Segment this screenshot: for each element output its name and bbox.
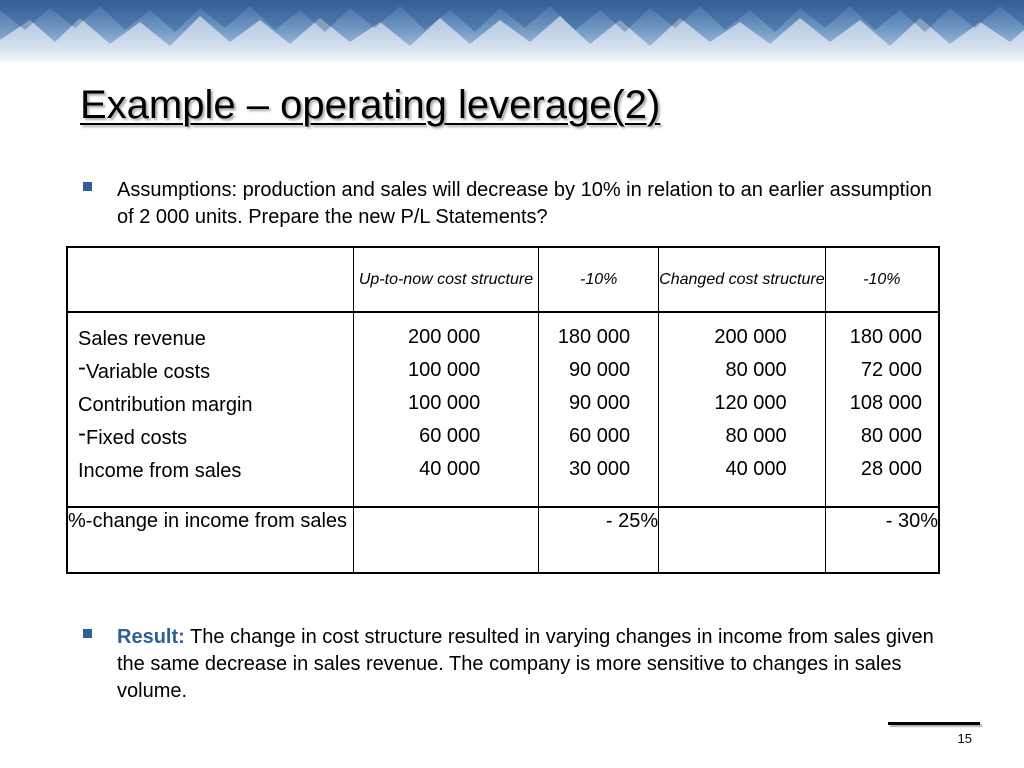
minus-sign: - [78,354,86,381]
decorative-banner [0,0,1024,62]
table-body-row [67,312,939,507]
row-label [68,420,353,453]
value-cell: 30 000 [568,458,631,480]
value-cell: 60 000 [419,425,481,447]
value-cell: 80 000 [725,425,787,447]
header-cell [67,247,353,312]
value-cell: 80 000 [860,425,922,447]
header-cell: -10% [539,247,659,312]
bullet-icon [80,626,94,640]
bullet-icon [80,179,94,193]
value-cell: 100 000 [407,359,481,381]
value-cell: 108 000 [849,392,922,414]
up-to-now-column [353,312,539,507]
percent-change-cell [353,507,539,573]
value-cell: 40 000 [419,458,481,480]
value-cell: 40 000 [725,458,787,480]
value-cell: 100 000 [407,392,481,414]
value-cell: 120 000 [714,392,787,414]
row-label-text: Variable costs [86,361,211,383]
value-cell: 180 000 [557,326,631,348]
slide-title: Example – operating leverage(2) [80,83,661,127]
result-label: Result: [117,626,185,648]
percent-change-cell: - 25% [539,507,659,573]
percent-change-row [67,507,939,573]
row-label-text: Fixed costs [86,427,188,449]
pl-statement-table [66,246,940,574]
changed-column [659,312,826,507]
header-cell: -10% [825,247,939,312]
value-cell: 60 000 [568,425,631,447]
row-label [68,321,353,354]
value-cell: 200 000 [407,326,481,348]
label-column [67,312,353,507]
percent-change-label: %-change in income from sales [67,507,353,573]
result-paragraph [117,624,947,705]
value-cell: 90 000 [568,359,631,381]
row-label-text: Income from sales [78,460,242,482]
row-label [68,387,353,420]
row-label-text: Contribution margin [78,394,253,416]
banner-texture [0,0,1024,62]
minus-sign: - [78,420,86,447]
value-cell: 90 000 [568,392,631,414]
row-label-text: Sales revenue [78,328,206,350]
page-number: 15 [957,731,972,746]
value-cell: 180 000 [849,326,922,348]
row-label [68,453,353,486]
value-cell: 28 000 [860,458,922,480]
header-cell: Up-to-now cost structure [353,247,539,312]
percent-change-cell [659,507,826,573]
percent-change-cell: - 30% [825,507,939,573]
row-label [68,354,353,387]
value-cell: 80 000 [725,359,787,381]
footer-rule [888,722,980,725]
header-cell: Changed cost structure [659,247,826,312]
assumptions-text: Assumptions: production and sales will decrease by 10% in relation to an earlier assumption of 2 000 units. Prepare the new P/L Statements? [117,179,932,228]
table-header-row [67,247,939,312]
up-to-now-minus10-column [539,312,659,507]
value-cell: 72 000 [860,359,922,381]
result-text: The change in cost structure resulted in varying changes in income from sales given the same decrease in sales revenue. The company is more sensitive to changes in sales volume. [117,626,934,702]
changed-minus10-column [825,312,939,507]
value-cell: 200 000 [714,326,787,348]
